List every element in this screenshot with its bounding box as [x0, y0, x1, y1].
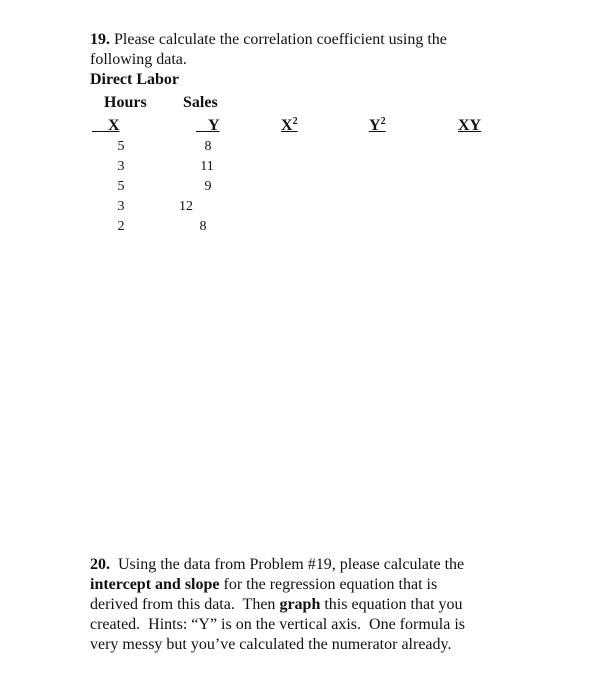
col-y-squared-header	[369, 116, 386, 136]
x-value: 3	[117, 159, 125, 174]
problem-19-text-1: Please calculate the correlation coefficient using the	[114, 31, 447, 48]
problem-20-line-2	[90, 575, 550, 595]
problem-20-prompt	[90, 555, 550, 655]
intercept-and-slope-emphasis: intercept and slope	[90, 576, 220, 593]
hours-label: Hours	[104, 94, 147, 111]
x-squared-exponent: 2	[292, 116, 298, 127]
y-value: 12	[179, 199, 193, 214]
problem-19-line-2: following data.	[90, 51, 187, 68]
problem-20-text-3b: this equation that you	[320, 596, 463, 613]
problem-20-line-4: created. Hints: “Y” is on the vertical axis. One formula is	[90, 616, 465, 633]
col-x2-label: X	[281, 117, 293, 134]
x-value: 5	[117, 179, 125, 194]
y-value: 11	[200, 159, 214, 174]
y-value: 8	[199, 219, 207, 234]
problem-19-line-1	[90, 30, 530, 50]
problem-20-text-3a: derived from this data. Then	[90, 596, 280, 613]
problem-20-line-1	[90, 555, 550, 575]
col-xy-header: XY	[458, 117, 482, 134]
problem-20-text-2: for the regression equation that is	[219, 576, 438, 593]
y-squared-exponent: 2	[380, 116, 386, 127]
direct-labor-heading: Direct Labor	[90, 71, 180, 88]
problem-20-line-3	[90, 595, 550, 615]
col-x-label: X	[108, 117, 120, 134]
graph-emphasis: graph	[279, 596, 321, 613]
x-value: 5	[117, 139, 125, 154]
col-y2-label: Y	[369, 117, 381, 134]
sales-label: Sales	[183, 94, 218, 111]
problem-19-number: 19.	[90, 31, 110, 48]
problem-19-prompt	[90, 30, 530, 90]
x-value: 2	[117, 219, 125, 234]
col-x-squared-header	[281, 116, 298, 136]
problem-20-number: 20.	[90, 556, 110, 573]
col-y-label: Y	[208, 117, 220, 134]
problem-20-text-1: Using the data from Problem #19, please calculate the	[118, 556, 465, 573]
y-value: 8	[204, 139, 212, 154]
problem-20-line-5: very messy but you’ve calculated the numerator already.	[90, 636, 452, 653]
y-value: 9	[204, 179, 212, 194]
x-value: 3	[117, 199, 125, 214]
col-x-header	[92, 116, 120, 136]
col-y-header	[196, 116, 220, 136]
